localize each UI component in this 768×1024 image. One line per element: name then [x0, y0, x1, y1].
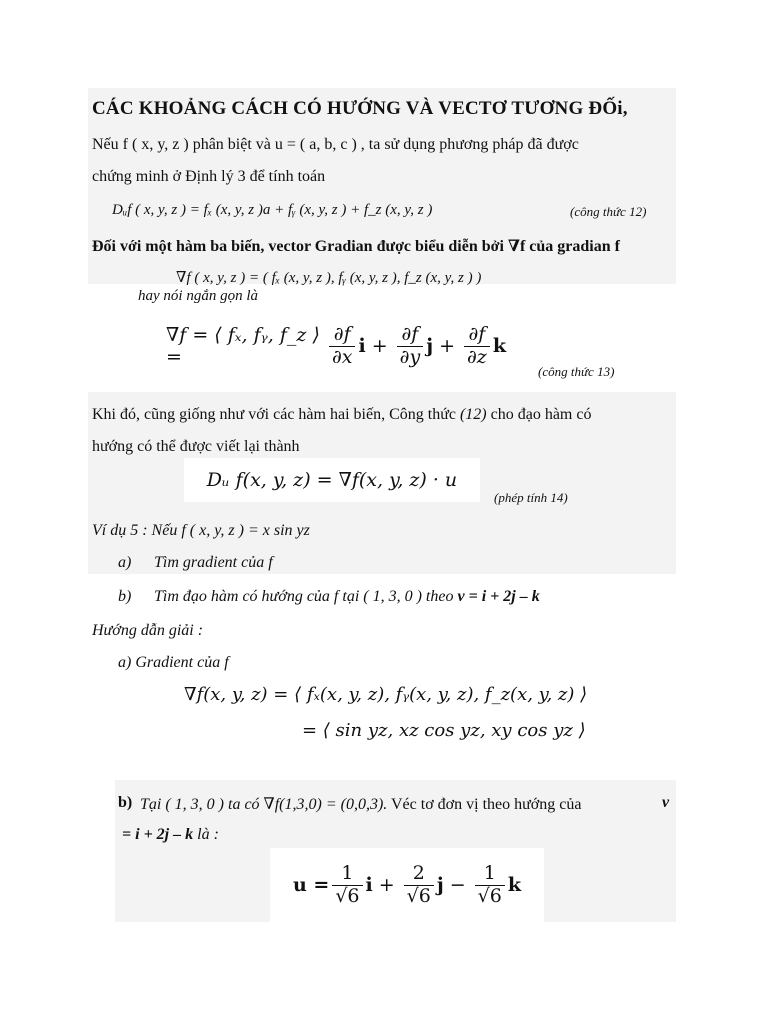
solution-b-v: v	[662, 794, 670, 811]
grad-value: ∇f(1,3,0) = (0,0,3).	[263, 796, 388, 813]
solution-b-line-1: Tại ( 1, 3, 0 ) ta có ∇f(1,3,0) = (0,0,3). Véc tơ đơn vị theo hướng của	[140, 796, 582, 813]
example-title: Ví dụ 5 : Nếu f ( x, y, z ) = x sin yz	[92, 522, 310, 539]
example-a-text: Tìm gradient của f	[154, 554, 273, 571]
frac-df-dz: $\frac{\partial f}{\partial z}$	[464, 325, 490, 368]
formula-14: Dᵤ f(x, y, z) = ∇f(x, y, z) · u	[184, 458, 480, 502]
example-b-text: Tìm đạo hàm có hướng của f tại ( 1, 3, 0 ) theo v = i + 2j – k	[154, 588, 540, 605]
unit-k: k	[492, 335, 506, 357]
vector-expression: = i + 2j – k	[122, 826, 194, 843]
page-title: CÁC KHOẢNG CÁCH CÓ HƯỚNG VÀ VECTƠ TƯƠNG ĐỐi,	[92, 98, 628, 119]
unit-i: i	[358, 335, 366, 357]
section2-line-2: hướng có thể được viết lại thành	[92, 438, 300, 455]
formula-12: Dᵤf ( x, y, z ) = fₓ (x, y, z )a + fᵧ (x, y, z ) + f_z (x, y, z )	[112, 202, 433, 218]
frac-df-dy: $\frac{\partial f}{\partial y}$	[397, 325, 424, 368]
frac-df-dx: $\frac{\partial f}{\partial x}$	[329, 325, 356, 368]
frac-2-sqrt6: $\frac{2}{√6}$	[404, 864, 434, 907]
vector-v: v = i + 2j – k	[457, 588, 540, 605]
frac-1-sqrt6-a: $\frac{1}{√6}$	[332, 864, 362, 907]
section2-line-1: Khi đó, cũng giống như với các hàm hai biến, Công thức (12) cho đạo hàm có	[92, 406, 592, 423]
formula-13-lhs: ∇f = ⟨ fₓ, fᵧ, f_z ⟩ =	[166, 324, 320, 368]
gradient-line-2: = ⟨ sin yz, xz cos yz, xy cos yz ⟩	[302, 720, 586, 741]
formula-13: ∇f = ⟨ fₓ, fᵧ, f_z ⟩ = $\frac{\partial f}{\partial x}$ i + $\frac{\partial f}{\partial y}$ j + $\frac{\partial f}{\partial z}$ k	[166, 318, 506, 374]
solution-guide: Hướng dẫn giải :	[92, 622, 204, 639]
formula-ref-12: (12)	[459, 406, 487, 423]
solution-a-title: a) Gradient của f	[118, 654, 229, 671]
intro-line-1: Nếu f ( x, y, z ) phân biệt và u = ( a, b, c ) , ta sử dụng phương pháp đã được	[92, 136, 579, 153]
gradient-intro-text: Đối với một hàm ba biến, vector Gradian được biểu diễn bởi ∇f của gradian f	[92, 238, 620, 255]
example-b-marker: b)	[118, 588, 132, 605]
solution-b-marker: b)	[118, 794, 133, 811]
short-form-caption: hay nói ngắn gọn là	[138, 288, 258, 304]
formula-13-label: (công thức 13)	[538, 364, 615, 379]
example-a-marker: a)	[118, 554, 132, 571]
solution-b-line-2: = i + 2j – k là :	[122, 826, 219, 843]
unit-vector-u: u = $\frac{1}{√6}$ i + $\frac{2}{√6}$ j − $\frac{1}{√6}$ k	[270, 848, 544, 922]
frac-1-sqrt6-b: $\frac{1}{√6}$	[475, 864, 505, 907]
gradient-line-1: ∇f(x, y, z) = ⟨ fₓ(x, y, z), fᵧ(x, y, z), f_z(x, y, z) ⟩	[184, 684, 588, 705]
formula-12-label: (công thức 12)	[570, 204, 647, 219]
intro-line-2: chứng minh ở Định lý 3 để tính toán	[92, 168, 326, 185]
unit-j: j	[426, 335, 434, 357]
formula-14-label: (phép tính 14)	[494, 490, 568, 505]
gradient-expression: ∇f ( x, y, z ) = ( fₓ (x, y, z ), fᵧ (x, y, z ), f_z (x, y, z ) )	[176, 270, 482, 286]
